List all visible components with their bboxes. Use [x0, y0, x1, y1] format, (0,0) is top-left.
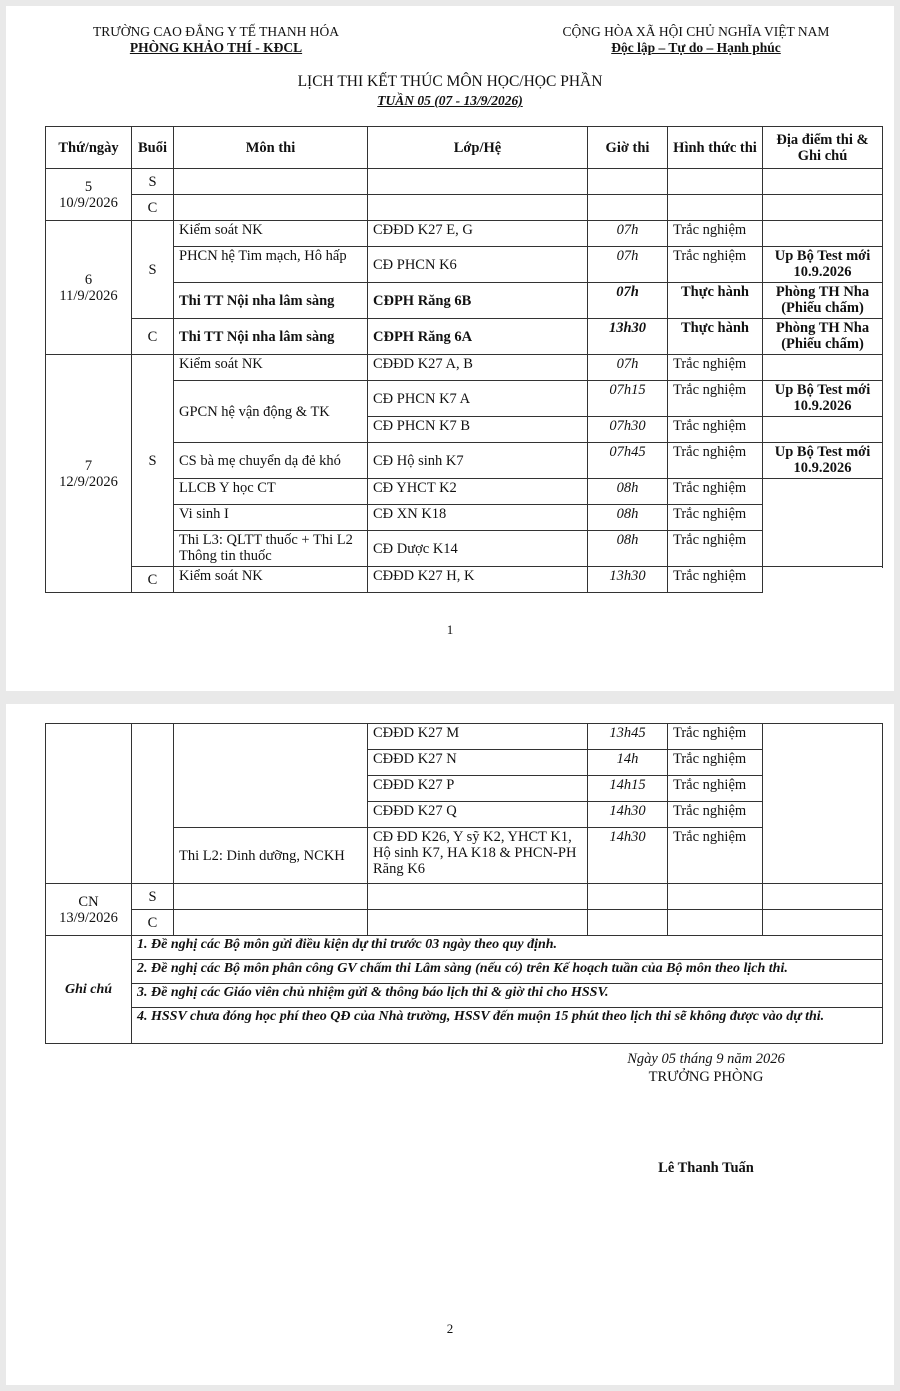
- time-cell: 07h: [588, 247, 668, 283]
- class-cell: CĐĐD K27 Q: [368, 802, 588, 828]
- time-cell: 08h: [588, 479, 668, 505]
- time-cell: 14h30: [588, 802, 668, 828]
- time-cell: 13h45: [588, 724, 668, 750]
- class-cell: CĐĐD K27 E, G: [368, 221, 588, 247]
- subject-cell: CS bà mẹ chuyển dạ đẻ khó: [174, 443, 368, 479]
- signature-date: Ngày 05 tháng 9 năm 2026: [627, 1051, 785, 1067]
- table-row: [46, 884, 883, 910]
- time-cell: 14h15: [588, 776, 668, 802]
- document-title: [6, 72, 894, 110]
- signature-block: [566, 1050, 846, 1086]
- form-cell: Trắc nghiệm: [668, 750, 763, 776]
- form-cell: Trắc nghiệm: [668, 802, 763, 828]
- title-main: LỊCH THI KẾT THÚC MÔN HỌC/HỌC PHẦN: [297, 73, 603, 90]
- form-cell: Thực hành: [668, 283, 763, 319]
- table-row: [46, 355, 883, 381]
- session-cell: C: [132, 319, 174, 355]
- form-cell: Trắc nghiệm: [668, 567, 763, 593]
- session-cell: C: [132, 195, 174, 221]
- page-number: 2: [446, 1321, 454, 1336]
- day-cell: 5 10/9/2026: [46, 169, 132, 221]
- note-row: [46, 960, 883, 984]
- form-cell: Trắc nghiệm: [668, 247, 763, 283]
- note-row: [46, 984, 883, 1008]
- form-cell: Trắc nghiệm: [668, 531, 763, 567]
- session-cell: S: [132, 355, 174, 567]
- class-cell: CĐĐD K27 H, K: [368, 567, 588, 593]
- national-motto: Độc lập – Tự do – Hạnh phúc: [611, 40, 781, 55]
- time-cell: 08h: [588, 505, 668, 531]
- time-cell: 08h: [588, 531, 668, 567]
- note-row: [46, 1008, 883, 1044]
- school-name: TRƯỜNG CAO ĐẲNG Y TẾ THANH HÓA: [93, 24, 339, 39]
- day-cell: 6 11/9/2026: [46, 221, 132, 355]
- session-cell: S: [132, 221, 174, 319]
- table-row: [46, 567, 883, 593]
- note-item: 3. Đề nghị các Giáo viên chủ nhiệm gửi & thông báo lịch thi & giờ thi cho HSSV.: [132, 984, 883, 1008]
- form-cell: Trắc nghiệm: [668, 417, 763, 443]
- table-row: [46, 221, 883, 247]
- time-cell: 07h: [588, 283, 668, 319]
- class-cell: CĐĐD K27 A, B: [368, 355, 588, 381]
- title-week: TUẦN 05 (07 - 13/9/2026): [377, 93, 523, 108]
- notes-label: Ghi chú: [46, 936, 132, 1044]
- exam-schedule-table: [45, 126, 883, 593]
- subject-cell: Thi TT Nội nha lâm sàng: [174, 283, 368, 319]
- time-cell: 14h: [588, 750, 668, 776]
- subject-cell: Kiểm soát NK: [174, 355, 368, 381]
- form-cell: Trắc nghiệm: [668, 505, 763, 531]
- table-row: [46, 724, 883, 750]
- form-cell: Trắc nghiệm: [668, 479, 763, 505]
- signer-name: Lê Thanh Tuấn: [658, 1160, 754, 1176]
- col-header-form: Hình thức thi: [668, 127, 763, 169]
- location-cell: Phòng TH Nha (Phiếu chấm): [763, 283, 883, 319]
- class-cell: CĐĐD K27 P: [368, 776, 588, 802]
- form-cell: Trắc nghiệm: [668, 828, 763, 884]
- form-cell: Trắc nghiệm: [668, 221, 763, 247]
- subject-cell: Thi TT Nội nha lâm sàng: [174, 319, 368, 355]
- school-header: [66, 24, 366, 56]
- class-cell: CĐ PHCN K7 A: [368, 381, 588, 417]
- note-row: [46, 936, 883, 960]
- session-cell: S: [132, 884, 174, 910]
- location-cell: Phòng TH Nha (Phiếu chấm): [763, 319, 883, 355]
- table-row: [46, 195, 883, 221]
- time-cell: 07h45: [588, 443, 668, 479]
- form-cell: Trắc nghiệm: [668, 443, 763, 479]
- page-number: 1: [446, 622, 454, 637]
- subject-cell: Thi L3: QLTT thuốc + Thi L2 Thông tin thuốc: [174, 531, 368, 567]
- time-cell: 07h30: [588, 417, 668, 443]
- time-cell: 07h: [588, 355, 668, 381]
- note-item: 1. Đề nghị các Bộ môn gửi điều kiện dự thi trước 03 ngày theo quy định.: [132, 936, 883, 960]
- col-header-day: Thứ/ngày: [46, 127, 132, 169]
- class-cell: CĐPH Răng 6A: [368, 319, 588, 355]
- col-header-class: Lớp/Hệ: [368, 127, 588, 169]
- table-row: [46, 319, 883, 355]
- col-header-session: Buổi: [132, 127, 174, 169]
- form-cell: Trắc nghiệm: [668, 724, 763, 750]
- location-cell: [763, 221, 883, 247]
- time-cell: 07h15: [588, 381, 668, 417]
- national-title: CỘNG HÒA XÃ HỘI CHỦ NGHĨA VIỆT NAM: [562, 24, 830, 39]
- subject-cell: Kiểm soát NK: [174, 567, 368, 593]
- class-cell: CĐ Hộ sinh K7: [368, 443, 588, 479]
- location-cell: Up Bộ Test mới 10.9.2026: [763, 247, 883, 283]
- form-cell: Trắc nghiệm: [668, 355, 763, 381]
- form-cell: Trắc nghiệm: [668, 776, 763, 802]
- location-cell: Up Bộ Test mới 10.9.2026: [763, 381, 883, 417]
- exam-schedule-table-continued: [45, 723, 883, 1044]
- day-cell: 7 12/9/2026: [46, 355, 132, 593]
- form-cell: Thực hành: [668, 319, 763, 355]
- col-header-subject: Môn thi: [174, 127, 368, 169]
- col-header-location: Địa điểm thi & Ghi chú: [763, 127, 883, 169]
- class-cell: CĐ YHCT K2: [368, 479, 588, 505]
- time-cell: 14h30: [588, 828, 668, 884]
- subject-cell: Thi L2: Dinh dưỡng, NCKH: [174, 828, 368, 884]
- national-header: [546, 24, 846, 56]
- subject-cell: Kiểm soát NK: [174, 221, 368, 247]
- note-item: 2. Đề nghị các Bộ môn phân công GV chấm thi Lâm sàng (nếu có) trên Kế hoạch tuần của Bộ môn theo lịch thi.: [132, 960, 883, 984]
- class-cell: CĐPH Răng 6B: [368, 283, 588, 319]
- session-cell: C: [132, 910, 174, 936]
- page-1: [6, 6, 894, 691]
- col-header-time: Giờ thi: [588, 127, 668, 169]
- department-name: PHÒNG KHẢO THÍ - KĐCL: [129, 40, 303, 55]
- page-2: [6, 704, 894, 1385]
- table-header-row: [46, 127, 883, 169]
- time-cell: 13h30: [588, 567, 668, 593]
- form-cell: Trắc nghiệm: [668, 381, 763, 417]
- session-cell: C: [132, 567, 174, 593]
- day-cell: CN 13/9/2026: [46, 884, 132, 936]
- subject-cell: PHCN hệ Tim mạch, Hô hấp: [174, 247, 368, 283]
- time-cell: 13h30: [588, 319, 668, 355]
- subject-cell: LLCB Y học CT: [174, 479, 368, 505]
- session-cell: S: [132, 169, 174, 195]
- subject-cell: GPCN hệ vận động & TK: [174, 381, 368, 443]
- class-cell: CĐĐD K27 N: [368, 750, 588, 776]
- class-cell: CĐ ĐD K26, Y sỹ K2, YHCT K1, Hộ sinh K7, HA K18 & PHCN-PH Răng K6: [368, 828, 588, 884]
- class-cell: CĐ PHCN K6: [368, 247, 588, 283]
- class-cell: CĐ XN K18: [368, 505, 588, 531]
- note-item: 4. HSSV chưa đóng học phí theo QĐ của Nhà trường, HSSV đến muộn 15 phút theo lịch thi sẽ không được vào dự thi.: [132, 1008, 883, 1044]
- table-row: [46, 169, 883, 195]
- signature-role: TRƯỞNG PHÒNG: [648, 1069, 764, 1085]
- class-cell: CĐĐD K27 M: [368, 724, 588, 750]
- table-row: [46, 910, 883, 936]
- time-cell: 07h: [588, 221, 668, 247]
- class-cell: CĐ Dược K14: [368, 531, 588, 567]
- subject-cell: Vi sinh I: [174, 505, 368, 531]
- location-cell: Up Bộ Test mới 10.9.2026: [763, 443, 883, 479]
- class-cell: CĐ PHCN K7 B: [368, 417, 588, 443]
